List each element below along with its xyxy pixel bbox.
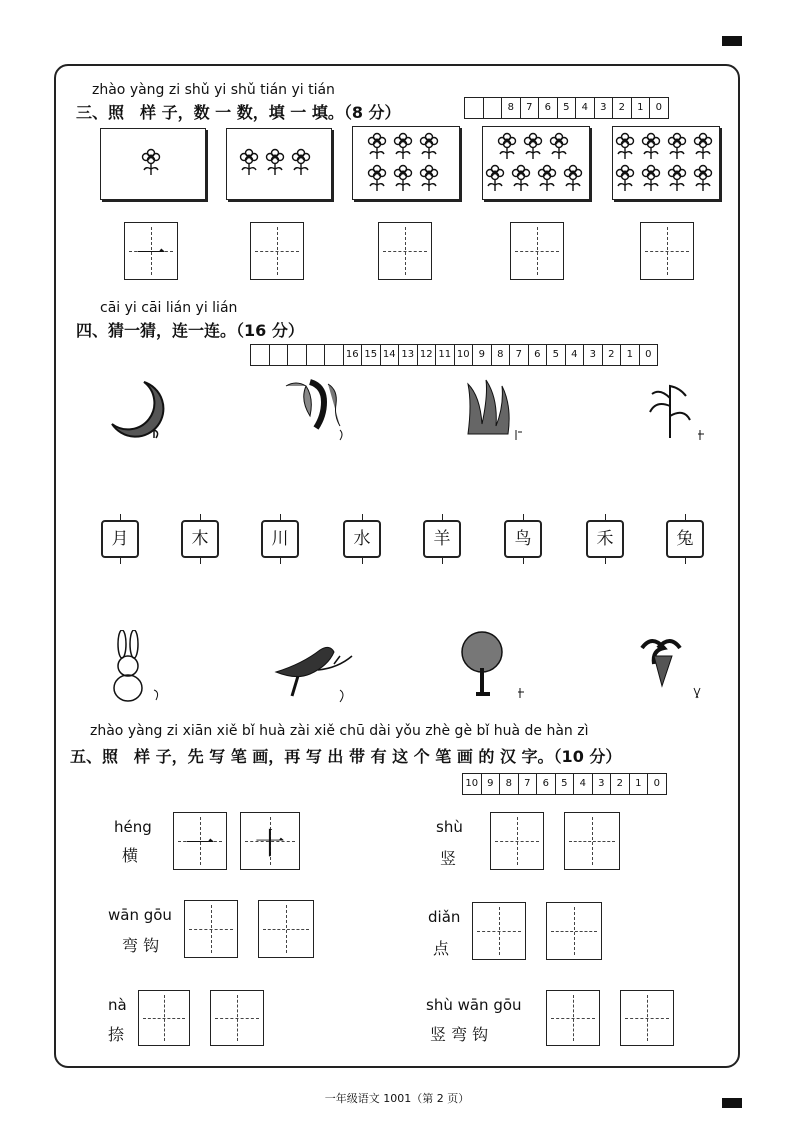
score-cell[interactable]: 1 (621, 345, 640, 365)
score-cell[interactable]: 9 (482, 774, 501, 794)
answer-grid[interactable] (564, 812, 620, 870)
score-cell[interactable]: 0 (653, 778, 660, 789)
char-card-yue[interactable]: 月 (101, 520, 139, 558)
answer-grid[interactable] (546, 902, 602, 960)
score-cell[interactable]: 8 (500, 774, 519, 794)
char-card-he[interactable]: 禾 (586, 520, 624, 558)
score-cell[interactable]: 8 (492, 345, 511, 365)
stroke-name: 竖 (440, 849, 457, 868)
score-cell[interactable]: 16 (344, 345, 363, 365)
score-cell[interactable] (307, 345, 326, 365)
score-cell[interactable]: 8 (502, 98, 521, 118)
section4-score-box (250, 344, 658, 366)
section3-pinyin: zhào yàng zi shǔ yi shǔ tián yi tián (92, 82, 335, 98)
score-cell[interactable]: 4 (566, 345, 585, 365)
stroke-name: 竖 弯 钩 (430, 1025, 489, 1044)
char-card-yang[interactable]: 羊 (423, 520, 461, 558)
score-cell[interactable]: 14 (381, 345, 400, 365)
flower-icon-group (353, 127, 459, 199)
score-cell[interactable]: 5 (556, 774, 575, 794)
score-cell[interactable]: 0 (645, 349, 652, 360)
score-cell[interactable]: 13 (399, 345, 418, 365)
section4-pinyin: cāi yi cāi lián yi lián (100, 300, 238, 316)
answer-grid[interactable] (138, 990, 190, 1046)
registration-mark (722, 36, 742, 46)
river-picture (282, 376, 352, 446)
answer-grid[interactable] (490, 812, 544, 870)
flower-icon-group (227, 129, 331, 199)
tree-picture (458, 628, 528, 704)
score-cell[interactable]: 10 (463, 774, 482, 794)
score-cell[interactable]: 4 (574, 774, 593, 794)
score-cell[interactable]: 0 (655, 102, 662, 113)
rabbit-picture (104, 630, 164, 706)
stroke-name: 捺 (108, 1025, 125, 1044)
score-cell[interactable]: 5 (547, 345, 566, 365)
section5-title: 五、照 样 子，先 写 笔 画，再 写 出 带 有 这 个 笔 画 的 汉 字。（10 分） (70, 747, 622, 766)
stroke-pinyin: shù (436, 818, 463, 836)
score-cell[interactable]: 1 (632, 98, 651, 118)
section5-pinyin: zhào yàng zi xiān xiě bǐ huà zài xiě chū dài yǒu zhè gè bǐ huà de hàn zì (90, 723, 589, 739)
stroke-pinyin: nà (108, 996, 127, 1014)
char-card-mu[interactable]: 木 (181, 520, 219, 558)
answer-grid[interactable] (510, 222, 564, 280)
score-cell[interactable] (251, 345, 270, 365)
char-sample-grid (240, 812, 300, 870)
stroke-pinyin: wān gōu (108, 906, 172, 924)
score-cell[interactable]: 2 (613, 98, 632, 118)
score-cell[interactable] (325, 345, 344, 365)
score-cell[interactable]: 2 (611, 774, 630, 794)
stroke-name: 弯 钩 (122, 936, 160, 955)
score-cell[interactable] (270, 345, 289, 365)
score-cell[interactable]: 4 (576, 98, 595, 118)
moon-picture (104, 374, 174, 444)
score-cell[interactable]: 7 (521, 98, 540, 118)
flower-icon-group (101, 129, 205, 199)
score-cell[interactable]: 5 (558, 98, 577, 118)
char-card-shui[interactable]: 水 (343, 520, 381, 558)
sample-answer: 一 (136, 237, 166, 272)
sheep-picture (630, 630, 710, 706)
char-card-niao[interactable]: 鸟 (504, 520, 542, 558)
section3-title: 三、照 样 子，数 一 数，填 一 填。（8 分） (76, 103, 401, 122)
score-cell[interactable]: 15 (362, 345, 381, 365)
section5-score-box (462, 773, 667, 795)
answer-grid[interactable] (124, 222, 178, 280)
flower-icon-group (483, 127, 589, 199)
flower-picture-1 (100, 128, 206, 200)
flower-picture-3 (352, 126, 460, 200)
sample-char: 十 (255, 827, 285, 862)
score-cell[interactable]: 3 (593, 774, 612, 794)
water-picture (462, 376, 532, 446)
score-cell[interactable]: 1 (630, 774, 649, 794)
grain-picture (640, 376, 710, 446)
score-cell[interactable]: 2 (603, 345, 622, 365)
stroke-sample-grid (173, 812, 227, 870)
answer-grid[interactable] (210, 990, 264, 1046)
answer-grid[interactable] (378, 222, 432, 280)
sample-stroke: 一 (185, 827, 215, 862)
answer-grid[interactable] (258, 900, 314, 958)
answer-grid[interactable] (184, 900, 238, 958)
score-cell[interactable]: 11 (436, 345, 455, 365)
score-cell[interactable]: 3 (584, 345, 603, 365)
bird-picture (268, 632, 358, 708)
stroke-pinyin: héng (114, 818, 152, 836)
score-cell[interactable] (484, 98, 503, 118)
section3-score-box (464, 97, 669, 119)
stroke-pinyin: diǎn (428, 908, 461, 926)
score-cell[interactable]: 7 (519, 774, 538, 794)
stroke-pinyin: shù wān gōu (426, 996, 522, 1014)
answer-grid[interactable] (620, 990, 674, 1046)
flower-picture-2 (226, 128, 332, 200)
answer-grid[interactable] (250, 222, 304, 280)
page-footer: 一年级语文 1001（第 2 页） (324, 1092, 470, 1105)
char-card-chuan[interactable]: 川 (261, 520, 299, 558)
flower-picture-4 (482, 126, 590, 200)
score-cell[interactable]: 6 (537, 774, 556, 794)
score-cell[interactable]: 7 (510, 345, 529, 365)
score-cell[interactable]: 6 (529, 345, 548, 365)
score-cell[interactable] (288, 345, 307, 365)
section4-title: 四、猜一猜，连一连。（16 分） (76, 321, 304, 340)
char-card-tu[interactable]: 兔 (666, 520, 704, 558)
answer-grid[interactable] (472, 902, 526, 960)
score-cell[interactable]: 10 (455, 345, 474, 365)
score-cell[interactable]: 3 (595, 98, 614, 118)
score-cell[interactable]: 9 (473, 345, 492, 365)
stroke-name: 点 (433, 939, 450, 958)
score-cell[interactable] (465, 98, 484, 118)
score-cell[interactable]: 12 (418, 345, 437, 365)
stroke-name: 横 (122, 846, 139, 865)
flower-picture-5 (612, 126, 720, 200)
score-cell[interactable]: 6 (539, 98, 558, 118)
flower-icon-group (613, 127, 719, 199)
answer-grid[interactable] (640, 222, 694, 280)
answer-grid[interactable] (546, 990, 600, 1046)
